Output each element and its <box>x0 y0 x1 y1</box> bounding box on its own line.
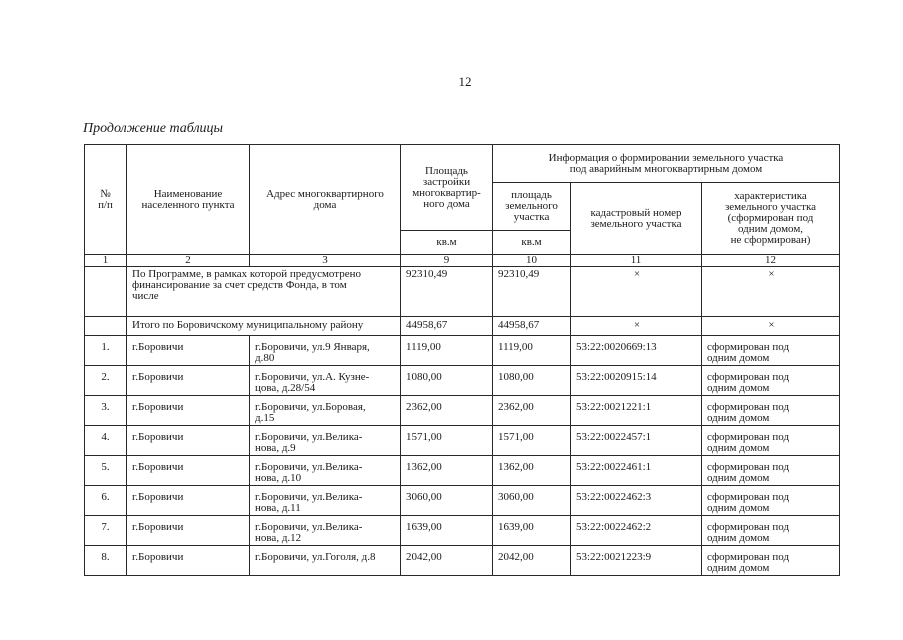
column-numbers-row <box>85 255 840 267</box>
summary-blank-cell <box>85 267 127 317</box>
header-land-area: площадь земельного участка <box>493 183 571 231</box>
row-cadastral: 53:22:0020915:14 <box>571 366 702 396</box>
row-address: г.Боровичи, ул.9 Января, д.80 <box>250 336 401 366</box>
row-address: г.Боровичи, ул.Велика- нова, д.12 <box>250 516 401 546</box>
table-row <box>85 546 840 576</box>
land-info-table <box>84 144 840 576</box>
row-address: г.Боровичи, ул.А. Кузне- цова, д.28/54 <box>250 366 401 396</box>
summary-land-area: 44958,67 <box>493 317 571 336</box>
row-building-area: 2362,00 <box>401 396 493 426</box>
row-settlement: г.Боровичи <box>127 486 250 516</box>
row-number: 5. <box>85 456 127 486</box>
row-address: г.Боровичи, ул.Велика- нова, д.9 <box>250 426 401 456</box>
header-settlement: Наименование населенного пункта <box>127 145 250 255</box>
header-address: Адрес многоквартирного дома <box>250 145 401 255</box>
column-number: 12 <box>702 255 840 267</box>
column-number: 1 <box>85 255 127 267</box>
header-num: № п/п <box>85 145 127 255</box>
summary-cadastral: × <box>571 317 702 336</box>
column-number: 11 <box>571 255 702 267</box>
header-cadastral: кадастровый номер земельного участка <box>571 183 702 255</box>
row-settlement: г.Боровичи <box>127 546 250 576</box>
header-building-area: Площадь застройки многоквартир- ного дома <box>401 145 493 231</box>
row-number: 4. <box>85 426 127 456</box>
row-address: г.Боровичи, ул.Гоголя, д.8 <box>250 546 401 576</box>
row-number: 7. <box>85 516 127 546</box>
row-land-area: 3060,00 <box>493 486 571 516</box>
row-land-area: 1080,00 <box>493 366 571 396</box>
table-row <box>85 396 840 426</box>
row-cadastral: 53:22:0022457:1 <box>571 426 702 456</box>
row-cadastral: 53:22:0021223:9 <box>571 546 702 576</box>
header-land-info-group: Информация о формировании земельного участка под аварийным многоквартирным домом <box>493 145 840 183</box>
row-building-area: 1639,00 <box>401 516 493 546</box>
row-characteristic: сформирован под одним домом <box>702 516 840 546</box>
row-land-area: 2362,00 <box>493 396 571 426</box>
row-number: 6. <box>85 486 127 516</box>
row-number: 3. <box>85 396 127 426</box>
table-row <box>85 426 840 456</box>
row-settlement: г.Боровичи <box>127 366 250 396</box>
row-land-area: 2042,00 <box>493 546 571 576</box>
row-number: 1. <box>85 336 127 366</box>
row-characteristic: сформирован под одним домом <box>702 486 840 516</box>
row-cadastral: 53:22:0022462:2 <box>571 516 702 546</box>
summary-building-area: 44958,67 <box>401 317 493 336</box>
summary-row <box>85 267 840 317</box>
row-land-area: 1362,00 <box>493 456 571 486</box>
summary-row <box>85 317 840 336</box>
table-row <box>85 516 840 546</box>
row-characteristic: сформирован под одним домом <box>702 546 840 576</box>
column-number: 9 <box>401 255 493 267</box>
row-building-area: 1080,00 <box>401 366 493 396</box>
summary-blank-cell <box>85 317 127 336</box>
header-unit-building: кв.м <box>401 231 493 255</box>
row-address: г.Боровичи, ул.Велика- нова, д.10 <box>250 456 401 486</box>
row-cadastral: 53:22:0020669:13 <box>571 336 702 366</box>
row-building-area: 1362,00 <box>401 456 493 486</box>
row-characteristic: сформирован под одним домом <box>702 396 840 426</box>
row-cadastral: 53:22:0021221:1 <box>571 396 702 426</box>
column-number: 3 <box>250 255 401 267</box>
row-characteristic: сформирован под одним домом <box>702 366 840 396</box>
row-building-area: 3060,00 <box>401 486 493 516</box>
row-settlement: г.Боровичи <box>127 396 250 426</box>
table-row <box>85 456 840 486</box>
row-number: 2. <box>85 366 127 396</box>
summary-land-area: 92310,49 <box>493 267 571 317</box>
header-unit-land: кв.м <box>493 231 571 255</box>
row-address: г.Боровичи, ул.Боровая, д.15 <box>250 396 401 426</box>
summary-characteristic: × <box>702 267 840 317</box>
row-characteristic: сформирован под одним домом <box>702 456 840 486</box>
page-number: 12 <box>458 74 472 89</box>
table-caption: Продолжение таблицы <box>83 121 224 136</box>
row-address: г.Боровичи, ул.Велика- нова, д.11 <box>250 486 401 516</box>
summary-cadastral: × <box>571 267 702 317</box>
summary-label: Итого по Боровичскому муниципальному району <box>127 317 401 336</box>
row-number: 8. <box>85 546 127 576</box>
row-settlement: г.Боровичи <box>127 426 250 456</box>
row-building-area: 1571,00 <box>401 426 493 456</box>
row-cadastral: 53:22:0022461:1 <box>571 456 702 486</box>
row-building-area: 1119,00 <box>401 336 493 366</box>
row-settlement: г.Боровичи <box>127 456 250 486</box>
column-number: 2 <box>127 255 250 267</box>
row-characteristic: сформирован под одним домом <box>702 336 840 366</box>
row-settlement: г.Боровичи <box>127 336 250 366</box>
header-characteristic: характеристика земельного участка (сформирован под одним домом, не сформирован) <box>702 183 840 255</box>
row-cadastral: 53:22:0022462:3 <box>571 486 702 516</box>
summary-building-area: 92310,49 <box>401 267 493 317</box>
row-characteristic: сформирован под одним домом <box>702 426 840 456</box>
summary-label: По Программе, в рамках которой предусмотрено финансирование за счет средств Фонда, в том числе <box>127 267 401 317</box>
summary-characteristic: × <box>702 317 840 336</box>
row-settlement: г.Боровичи <box>127 516 250 546</box>
row-land-area: 1639,00 <box>493 516 571 546</box>
table-row <box>85 486 840 516</box>
row-building-area: 2042,00 <box>401 546 493 576</box>
row-land-area: 1119,00 <box>493 336 571 366</box>
column-number: 10 <box>493 255 571 267</box>
table-row <box>85 366 840 396</box>
row-land-area: 1571,00 <box>493 426 571 456</box>
table-row <box>85 336 840 366</box>
